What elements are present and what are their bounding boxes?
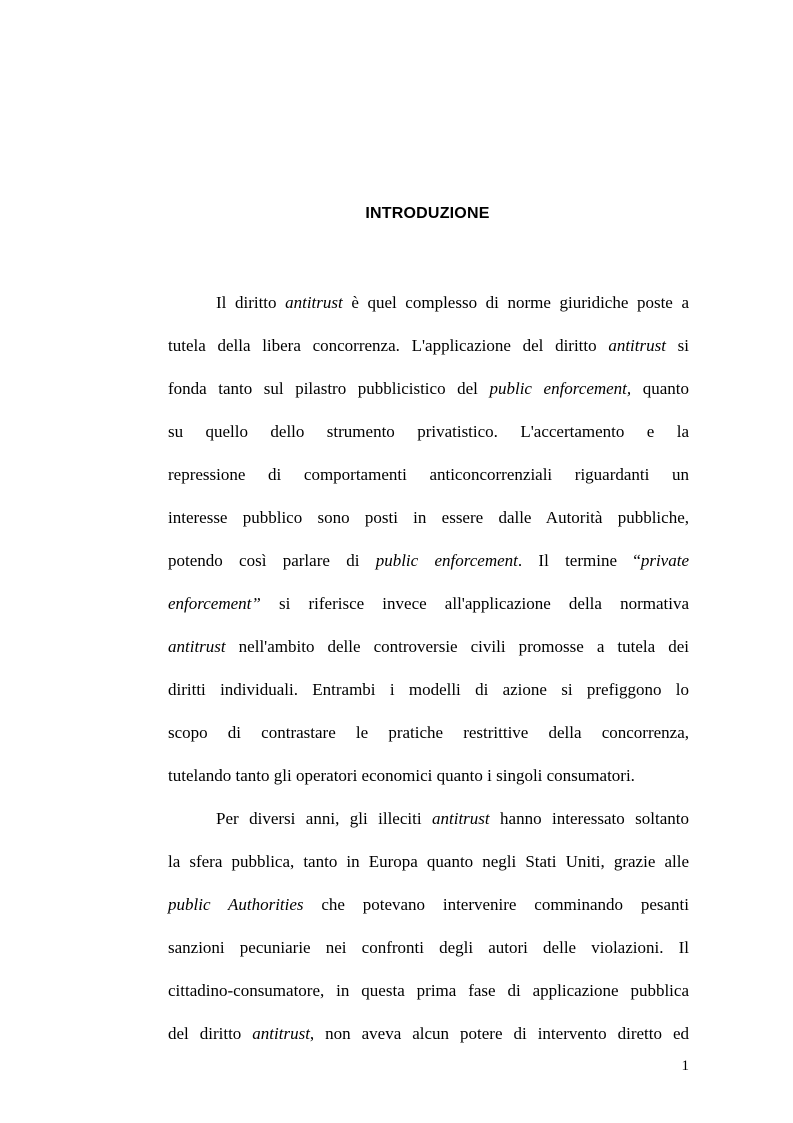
italic-text: antitrust — [432, 809, 490, 828]
text-run: su quello dello strumento privatistico. L'accertamento e la — [168, 422, 689, 441]
paragraph — [168, 805, 689, 1063]
text-run: scopo di contrastare le pratiche restrittive della concorrenza, — [168, 723, 689, 742]
text-line — [168, 504, 689, 547]
text-run: , non aveva alcun potere di intervento diretto ed — [309, 1024, 690, 1043]
text-run: tutelando tanto gli operatori economici quanto i singoli consumatori. — [168, 766, 635, 785]
text-line — [168, 934, 689, 977]
text-run: fonda tanto sul pilastro pubblicistico del — [168, 379, 490, 398]
text-line — [168, 461, 689, 504]
text-run: tutela della libera concorrenza. L'applicazione del diritto — [168, 336, 609, 355]
text-line — [168, 848, 689, 891]
text-line — [168, 891, 689, 934]
text-line — [168, 547, 689, 590]
italic-text: antitrust — [285, 293, 343, 312]
text-line — [168, 332, 689, 375]
text-line — [168, 805, 689, 848]
text-run: sanzioni pecuniarie nei confronti degli autori delle violazioni. Il — [168, 938, 689, 957]
text-line — [168, 418, 689, 461]
text-run: cittadino-consumatore, in questa prima fase di applicazione pubblica — [168, 981, 689, 1000]
text-line — [168, 633, 689, 676]
text-run: la sfera pubblica, tanto in Europa quanto negli Stati Uniti, grazie alle — [168, 852, 689, 871]
text-line — [168, 762, 689, 805]
chapter-title: INTRODUZIONE — [365, 205, 490, 222]
italic-text: antitrust — [608, 336, 666, 355]
text-run: . Il termine “ — [517, 551, 641, 570]
text-run: Il diritto — [216, 293, 286, 312]
text-run: Per diversi anni, gli illeciti — [216, 809, 432, 828]
body-text — [168, 289, 689, 1063]
italic-text: private — [640, 551, 689, 570]
paragraph — [168, 289, 689, 805]
italic-text: enforcement” — [168, 594, 261, 613]
text-run: interesse pubblico sono posti in essere dalle Autorità pubbliche, — [168, 508, 689, 527]
text-run: che potevano intervenire comminando pesanti — [303, 895, 689, 914]
text-run: si riferisce invece all'applicazione della normativa — [260, 594, 689, 613]
text-line — [168, 590, 689, 633]
text-line — [168, 719, 689, 762]
italic-text: antitrust — [168, 637, 226, 656]
italic-text: antitrust — [252, 1024, 310, 1043]
text-line — [168, 1020, 689, 1063]
text-line — [168, 977, 689, 1020]
text-run: potendo così parlare di — [168, 551, 376, 570]
text-line — [168, 289, 689, 332]
text-line — [168, 676, 689, 719]
text-run: hanno interessato soltanto — [489, 809, 689, 828]
text-run: quanto — [631, 379, 689, 398]
text-run: del diritto — [168, 1024, 253, 1043]
text-run: nell'ambito delle controversie civili promosse a tutela dei — [225, 637, 689, 656]
text-run: è quel complesso di norme giuridiche poste a — [342, 293, 689, 312]
italic-text: public Authorities — [168, 895, 304, 914]
text-line — [168, 375, 689, 418]
text-run: diritti individuali. Entrambi i modelli di azione si prefiggono lo — [168, 680, 689, 699]
italic-text: public enforcement, — [489, 379, 632, 398]
page-number: 1 — [681, 1058, 689, 1074]
text-run: repressione di comportamenti anticoncorrenziali riguardanti un — [168, 465, 689, 484]
text-run: si — [665, 336, 689, 355]
italic-text: public enforcement — [375, 551, 518, 570]
